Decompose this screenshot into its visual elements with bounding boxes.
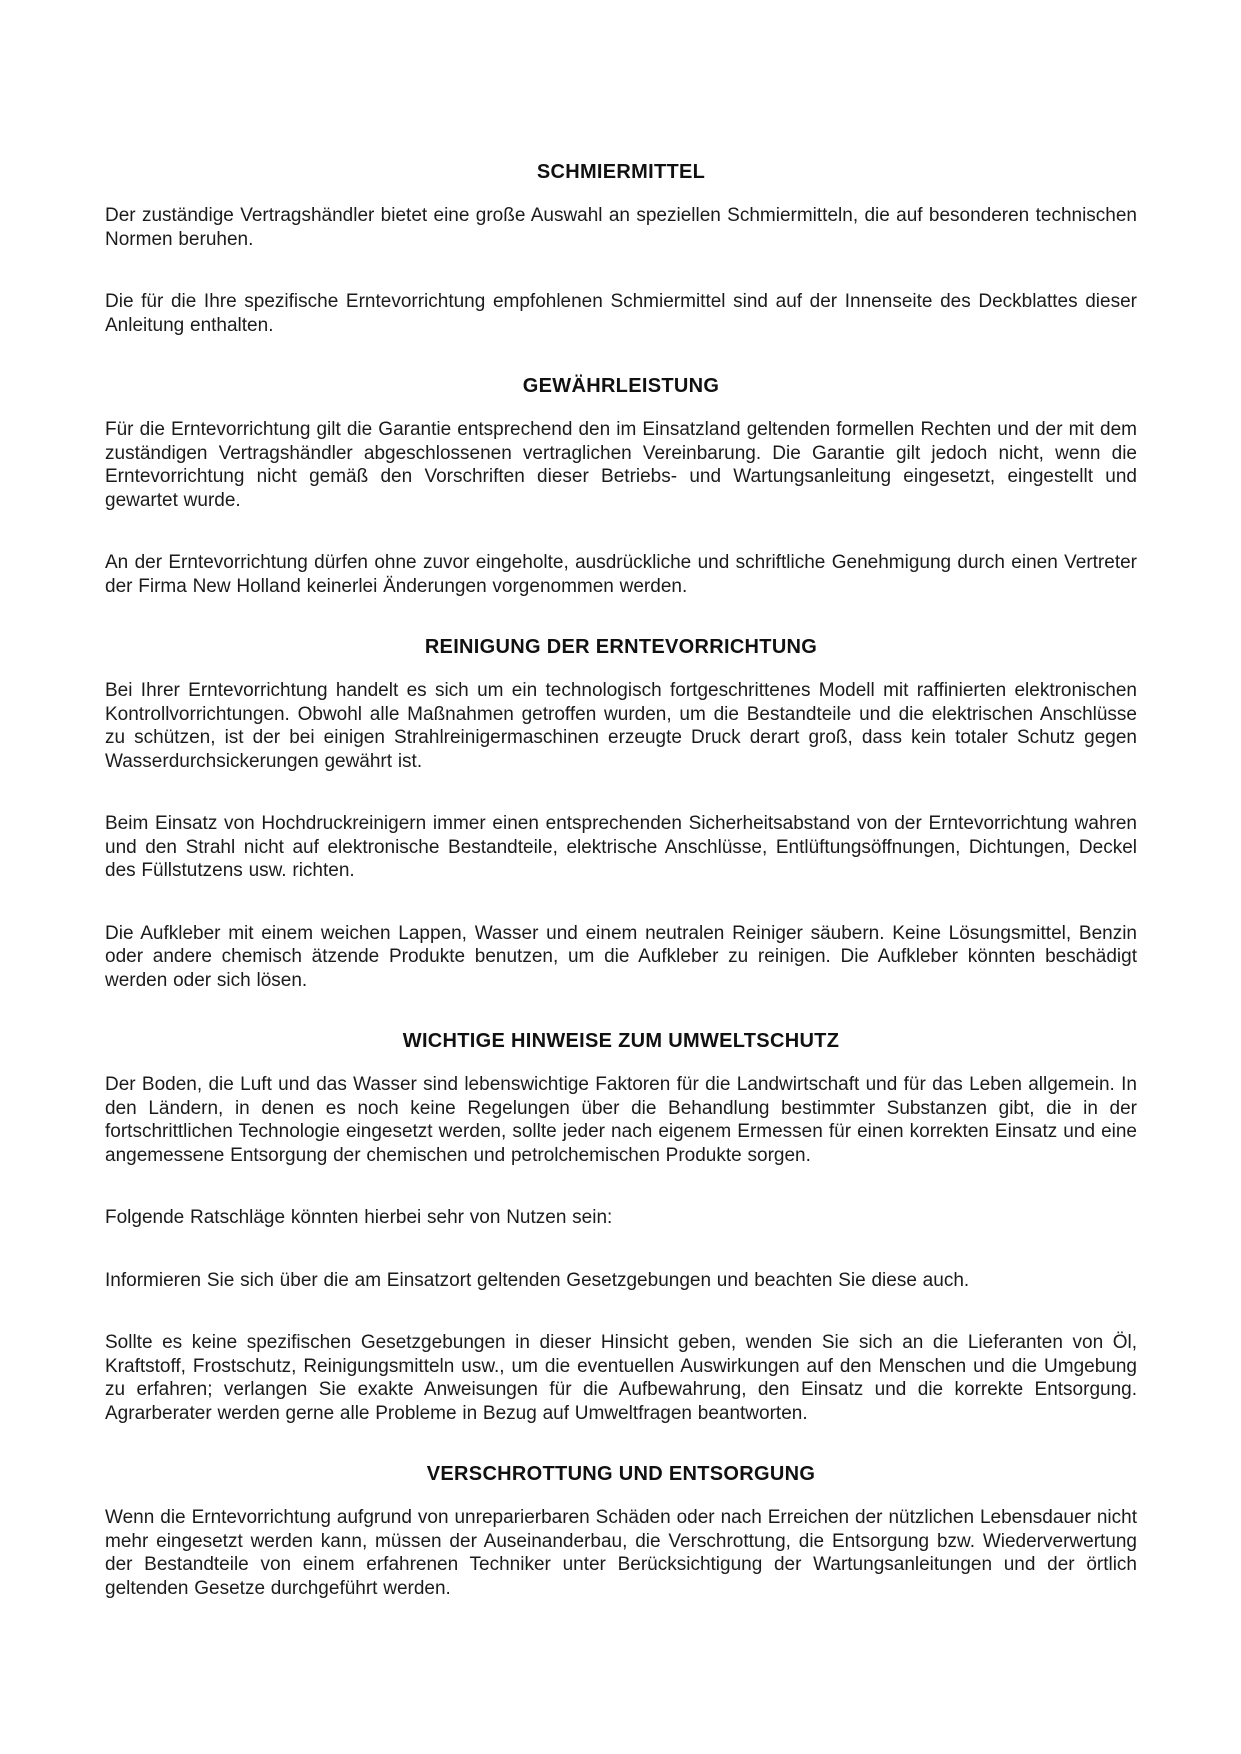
paragraph: Die für die Ihre spezifische Erntevorrichtung empfohlenen Schmiermittel sind auf der Innenseite des Deckblattes dieser Anleitung enthalten.: [105, 291, 1137, 336]
paragraph: Beim Einsatz von Hochdruckreinigern immer einen entsprechenden Sicherheitsabstand von der Erntevorrichtung wahren und den Strahl nicht auf elektronische Bestandteile, elektrische Anschlüsse, Entlüftungsöffnungen, Dichtungen, Deckel des Füllstutzens usw. richten.: [105, 813, 1137, 881]
section-umweltschutz: [105, 1029, 1137, 1425]
section-reinigung: [105, 635, 1137, 992]
section-heading: REINIGUNG DER ERNTEVORRICHTUNG: [424, 636, 818, 658]
paragraph: Informieren Sie sich über die am Einsatzort geltenden Gesetzgebungen und beachten Sie diese auch.: [105, 1269, 970, 1291]
paragraph: Für die Erntevorrichtung gilt die Garantie entsprechend den im Einsatzland geltenden formellen Rechten und der mit dem zuständigen Vertragshändler abgeschlossenen vertraglichen Vereinbarung. Die Garantie gilt jedoch nicht, wenn die Erntevorrichtung nicht gemäß den Vorschriften dieser Betriebs- und Wartungsanleitung eingesetzt, eingestellt und gewartet wurde.: [105, 419, 1137, 511]
paragraph: Sollte es keine spezifischen Gesetzgebungen in dieser Hinsicht geben, wenden Sie sich an die Lieferanten von Öl, Kraftstoff, Frostschutz, Reinigungsmitteln usw., um die eventuellen Auswirkungen auf den Menschen und die Umgebung zu erfahren; verlangen Sie exakte Anweisungen für die Aufbewahrung, den Einsatz und die korrekte Entsorgung. Agrarberater werden gerne alle Probleme in Bezug auf Umweltfragen beantworten.: [105, 1332, 1137, 1424]
section-heading: SCHMIERMITTEL: [536, 161, 706, 183]
section-schmiermittel: [105, 160, 1137, 337]
paragraph: Wenn die Erntevorrichtung aufgrund von unreparierbaren Schäden oder nach Erreichen der nützlichen Lebensdauer nicht mehr eingesetzt werden kann, müssen der Auseinanderbau, die Verschrottung, die Entsorgung bzw. Wiederverwertung der Bestandteile von einem erfahrenen Techniker unter Berücksichtigung der Wartungsanleitungen und der örtlich geltenden Gesetze durchgeführt werden.: [105, 1507, 1137, 1599]
section-gewaehrleistung: [105, 374, 1137, 598]
paragraph: Der zuständige Vertragshändler bietet eine große Auswahl an speziellen Schmiermitteln, die auf besonderen technischen Normen beruhen.: [105, 205, 1137, 250]
section-heading: VERSCHROTTUNG UND ENTSORGUNG: [426, 1463, 816, 1485]
paragraph: Die Aufkleber mit einem weichen Lappen, Wasser und einem neutralen Reiniger säubern. Keine Lösungsmittel, Benzin oder andere chemisch ätzende Produkte benutzen, um die Aufkleber zu reinigen. Die Aufkleber könnten beschädigt werden oder sich lösen.: [105, 922, 1137, 991]
paragraph: Der Boden, die Luft und das Wasser sind lebenswichtige Faktoren für die Landwirtschaft und für das Leben allgemein. In den Ländern, in denen es noch keine Regelungen über die Behandlung bestimmter Substanzen gibt, die in der fortschrittlichen Technologie eingesetzt werden, sollte jeder nach eigenem Ermessen für einen korrekten Einsatz und eine angemessene Entsorgung der chemischen und petrolchemischen Produkte sorgen.: [105, 1074, 1137, 1166]
paragraph: Folgende Ratschläge könnten hierbei sehr von Nutzen sein:: [105, 1207, 613, 1228]
paragraph: Bei Ihrer Erntevorrichtung handelt es sich um ein technologisch fortgeschrittenes Modell mit raffinierten elektronischen Kontrollvorrichtungen. Obwohl alle Maßnahmen getroffen wurden, um die Bestandteile und die elektrischen Anschlüsse zu schützen, ist der bei einigen Strahlreinigermaschinen erzeugte Druck derart groß, dass kein totaler Schutz gegen Wasserdurchsickerungen gewährt ist.: [105, 680, 1137, 772]
section-heading: WICHTIGE HINWEISE ZUM UMWELTSCHUTZ: [402, 1030, 840, 1052]
section-heading: GEWÄHRLEISTUNG: [522, 375, 720, 397]
paragraph: An der Erntevorrichtung dürfen ohne zuvor eingeholte, ausdrückliche und schriftliche Genehmigung durch einen Vertreter der Firma New Holland keinerlei Änderungen vorgenommen werden.: [105, 552, 1137, 597]
section-verschrottung: [105, 1462, 1137, 1600]
